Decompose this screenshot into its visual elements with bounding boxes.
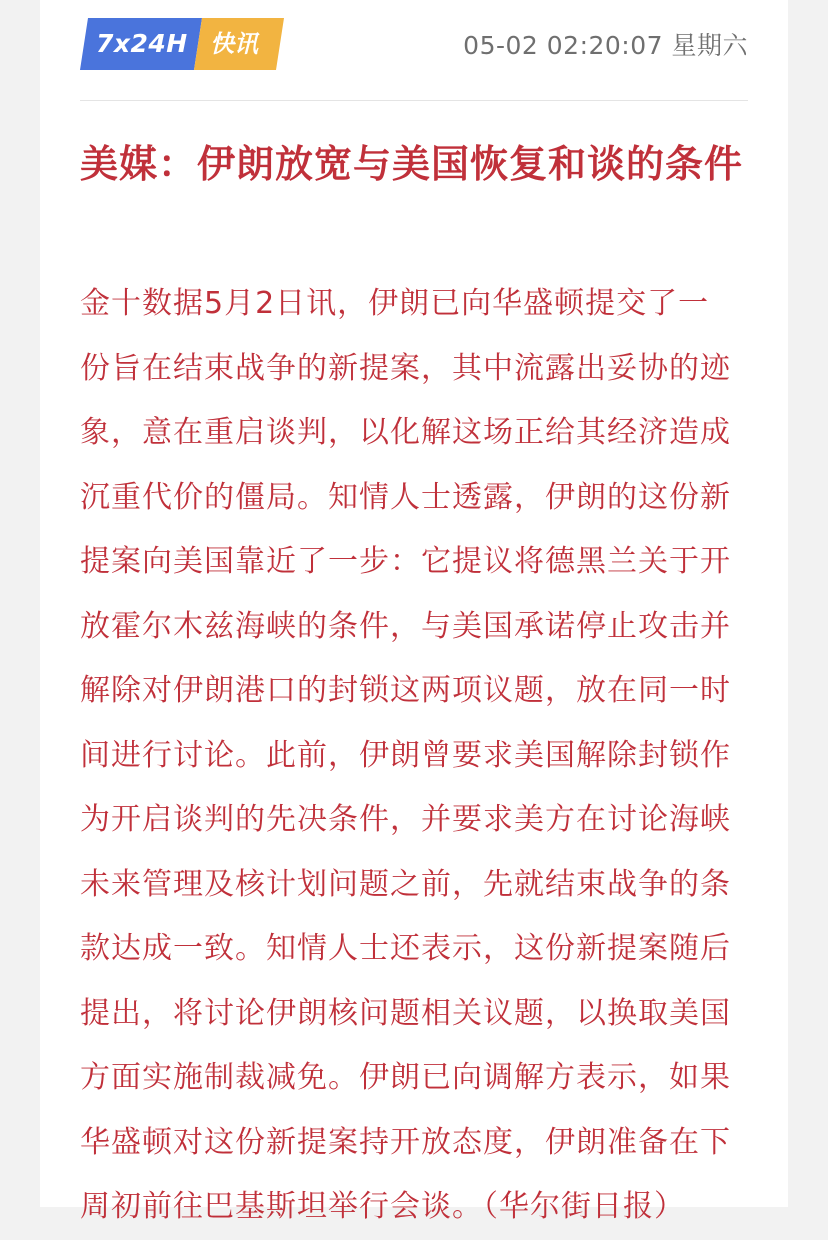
badge-label-7x24h: 7x24H bbox=[96, 29, 188, 58]
badge-label-flash: 快讯 bbox=[210, 30, 258, 58]
news-card bbox=[40, 0, 788, 1224]
news-timestamp: 05-02 02:20:07 星期六 bbox=[463, 31, 748, 60]
header-divider bbox=[80, 100, 748, 101]
article-title: 美媒：伊朗放宽与美国恢复和谈的条件 bbox=[80, 141, 744, 186]
flash-news-badge bbox=[80, 18, 284, 70]
article-body: 金十数据5月2日讯，伊朗已向华盛顿提交了一份旨在结束战争的新提案，其中流露出妥协的迹象，意在重启谈判，以化解这场正给其经济造成沉重代价的僵局。知情人士透露，伊朗的这份新提案向美国靠近了一步：它提议将德黑兰关于开放霍尔木兹海峡的条件，与美国承诺停止攻击并解除对伊朗港口的封锁这两项议题，放在同一时间进行讨论。此前，伊朗曾要求美国解除封锁作为开启谈判的先决条件，并要求美方在讨论海峡未来管理及核计划问题之前，先就结束战争的条款达成一致。知情人士还表示，这份新提案随后提出，将讨论伊朗核问题相关议题，以换取美国方面实施制裁减免。伊朗已向调解方表示，如果华盛顿对这份新提案持开放态度，伊朗准备在下周初前往巴基斯坦举行会谈。（华尔街日报） bbox=[80, 286, 731, 1224]
flash-news-header bbox=[80, 18, 748, 72]
